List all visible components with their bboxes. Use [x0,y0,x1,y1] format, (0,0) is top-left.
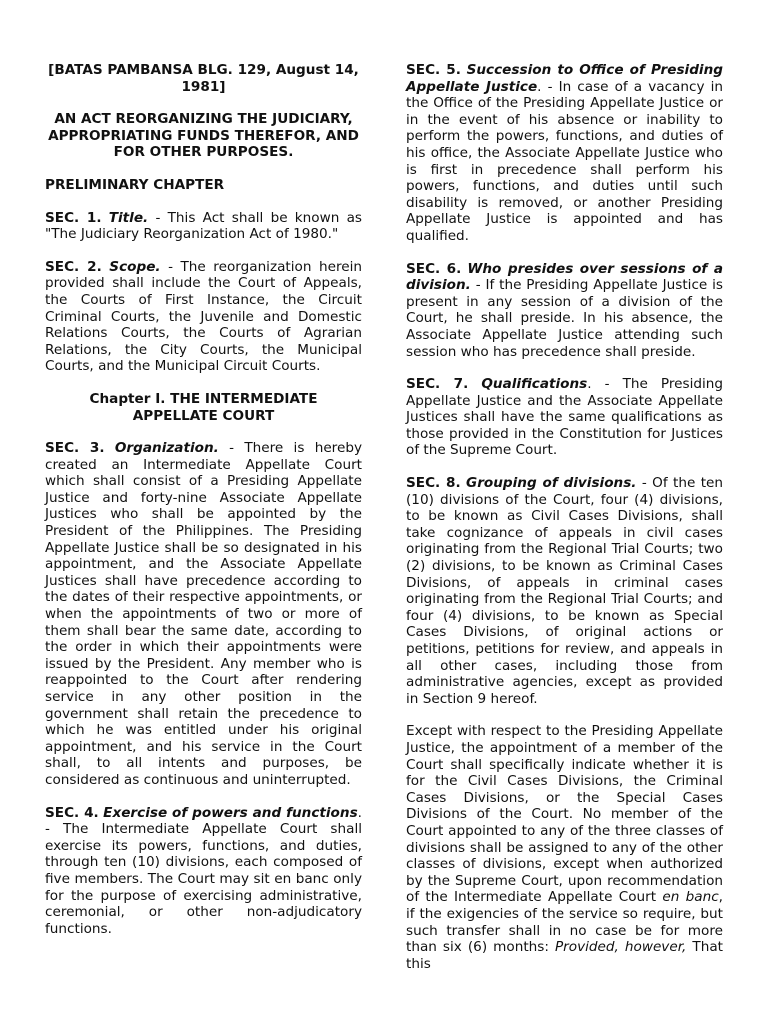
left-column [45,62,362,953]
section-number: SEC. 7. [406,376,469,393]
section-body: - If the Presiding Appellate Justice is present in any session of a division of the Court, he shall preside. In his absence, the Associate Appellate Justice attending such session who has precedence shall preside. [406,277,723,360]
section-body: - There is hereby created an Intermediate Appellate Court which shall consist of a Presiding Appellate Justice and forty-nine Associate Appellate Justices who shall be appointed by the President of the Philippines. The Presiding Appellate Justice shall be so designated in his appointment, and the Associate Appellate Justices shall have precedence according to the dates of their respective appointments, or when the appointments of two or more of them shall bear the same date, according to the order in which their appointments were issued by the President. Any member who is reappointed to the Court after rendering service in any other position in the government shall retain the precedence to which he was entitled under his original appointment, and his service in the Court shall, to all intents and purposes, be considered as continuous and uninterrupted. [45,440,363,788]
section-8-paragraph-2 [406,723,723,972]
section-title: Title. [108,209,149,226]
paragraph-text: That this [406,939,723,972]
section-7 [406,376,723,459]
section-title: Succession to Office of Presiding Appellate Justice [406,62,723,95]
section-1 [45,210,362,243]
section-body: . - In case of a vacancy in the Office of the Presiding Appellate Justice or in the event of his absence or inability to perform the powers, functions, and duties of his office, the Associate Appellate Justice who is first in precedence shall perform his powers, functions, and duties until such disability is removed, or another Presiding Appellate Justice is appointed and has qualified. [406,78,723,244]
section-title: Organization. [114,440,219,457]
italic-en-banc: en banc [662,889,719,906]
chapter-1-heading: Chapter I. THE INTERMEDIATE APPELLATE COURT [89,390,318,424]
section-4 [45,805,362,938]
section-title: Exercise of powers and functions [103,804,358,821]
section-title: Who presides over sessions of a division. [406,260,723,294]
section-2 [45,259,362,375]
section-number: SEC. 2. [45,258,102,275]
section-5 [406,62,723,245]
section-number: SEC. 3. [45,440,105,457]
section-body: - This Act shall be known as "The Judiciary Reorganization Act of 1980." [45,209,362,243]
section-number: SEC. 4. [45,804,99,821]
section-body: . - The Intermediate Appellate Court shall exercise its powers, functions, and duties, through ten (10) divisions, each composed of five members. The Court may sit en banc only for the purpose of exercising administrative, ceremonial, or other non-adjudicatory functions. [45,804,362,937]
section-3 [45,440,362,788]
section-title: Grouping of divisions. [466,475,637,492]
section-title: Qualifications [481,376,588,393]
section-number: SEC. 8. [406,475,461,492]
section-number: SEC. 6. [406,260,462,277]
paragraph-text: , if the exigencies of the service so require, but such transfer shall in no case be for more than six (6) months: [406,889,723,956]
preliminary-chapter-heading: PRELIMINARY CHAPTER [45,176,225,193]
document-header: [BATAS PAMBANSA BLG. 129, August 14, 1981] [48,62,359,95]
right-column [406,62,723,988]
section-body: - Of the ten (10) divisions of the Court, four (4) divisions, to be known as Civil Cases Divisions, shall take cognizance of appeals in civil cases originating from the Regional Trial Courts; two (2) divisions, to be known as Criminal Cases Divisions, of appeals in criminal cases originating from the Regional Trial Courts; and four (4) divisions, to be known as Special Cases Divisions, of original actions or petitions, petitions for review, and appeals in all other cases, including those from administrative agencies, except as provided in Section 9 hereof. [406,475,724,707]
section-number: SEC. 5. [406,62,461,78]
italic-proviso: Provided, however, [554,939,687,956]
paragraph-text: Except with respect to the Presiding Appellate Justice, the appointment of a member of the Court shall specifically indicate whether it is for the Civil Cases Divisions, the Criminal Cases Divisions, or the Special Cases Divisions of the Court. No member of the Court appointed to any of the three classes of divisions shall be assigned to any of the other classes of divisions, except when authorized by the Supreme Court, upon recommendation of the Intermediate Appellate Court [406,723,723,906]
section-body: - The reorganization herein provided shall include the Court of Appeals, the Courts of First Instance, the Circuit Criminal Courts, the Juvenile and Domestic Relations Courts, the Courts of Agrarian Relations, the City Courts, the Municipal Courts, and the Municipal Circuit Courts. [45,258,362,375]
section-title: Scope. [109,258,161,275]
section-number: SEC. 1. [45,209,102,226]
section-body: . - The Presiding Appellate Justice and the Associate Appellate Justices shall have the same qualifications as those provided in the Constitution for Justices of the Supreme Court. [406,376,724,459]
act-title: AN ACT REORGANIZING THE JUDICIARY, APPROPRIATING FUNDS THEREFOR, AND FOR OTHER PURPOSES. [48,111,359,161]
section-6 [406,261,723,361]
section-8 [406,475,723,707]
